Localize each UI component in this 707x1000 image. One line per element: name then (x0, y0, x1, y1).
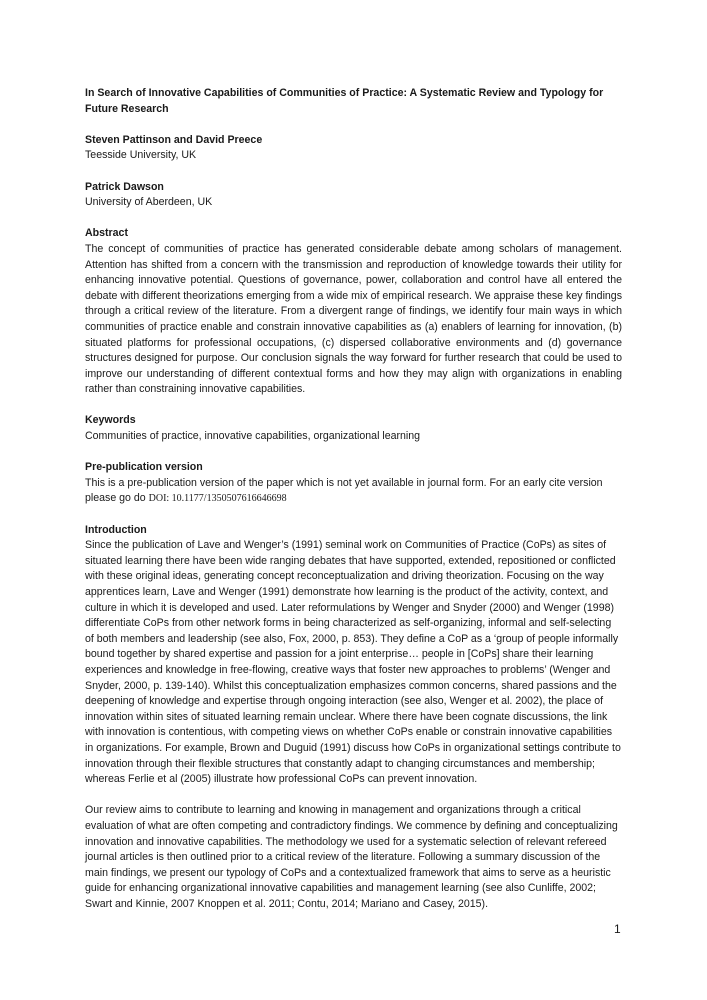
author-names-2: Patrick Dawson (85, 180, 164, 193)
spacer (85, 788, 622, 804)
prepublication-heading: Pre-publication version (85, 461, 203, 474)
introduction-paragraph-1: Since the publication of Lave and Wenger’s (1991) seminal work on Communities of Practice (CoPs) as sites of situated learning there have been wide ranging debates that have supported, extended, repositioned or conflicted with these original ideas, generating concept reconceptualization and driving theorization. Focusing on the way apprentices learn, Lave and Wenger (1991) demonstrate how learning is the product of the activity, context, and culture in which it is developed and used. Later reformulations by Wenger and Snyder (2000) and Wenger (1998) differentiate CoPs from other network forms in being characterized as self-organizing, informal and self-selecting of both members and leadership (see also, Fox, 2000, p. 853). They define a CoP as a ‘group of people informally bound together by shared expertise and passion for a joint enterprise… people in [CoPs] share their learning experiences and knowledge in free-flowing, creative ways that foster new approaches to problems’ (Wenger and Snyder, 2000, p. 139-140). Whilst this conceptualization emphasizes common concerns, shared passions and the deepening of knowledge and expertise through ongoing interaction (see also, Wenger et al. 2002), the place of innovation within sites of situated learning remain unclear. Where there have been cognate discussions, the link with innovation is contentious, with competing views on whether CoPs enable or constrain innovative capabilities in organizations. For example, Brown and Duguid (1991) discuss how CoPs in organizational settings contribute to innovation through their flexible structures that constantly adapt to changing circumstances and membership; whereas Ferlie et al (2005) illustrate how professional CoPs can prevent innovation. (85, 539, 621, 786)
introduction-paragraph-2: Our review aims to contribute to learning and knowing in management and organizations through a critical evaluation of what are often competing and contradictory findings. We commence by defining and conceptualizing innovation and innovative capabilities. The methodology we used for a systematic selection of relevant refereed journal articles is then outlined prior to a critical review of the literature. Following a summary discussion of the main findings, we present our typology of CoPs and a contextualized framework that aims to serve as a heuristic guide for enhancing organizational innovative capabilities and management learning (see also Cunliffe, 2002; Swart and Kinnie, 2007 Knoppen et al. 2011; Contu, 2014; Mariano and Casey, 2015). (85, 804, 618, 910)
affiliation-1: Teesside University, UK (85, 149, 197, 162)
doi-link[interactable]: DOI: 10.1177/1350507616646698 (148, 493, 287, 505)
spacer (85, 117, 622, 133)
keywords-heading: Keywords (85, 414, 136, 427)
page-number: 1 (614, 922, 621, 936)
paper-title: In Search of Innovative Capabilities of Communities of Practice: A Systematic Review and Typology for Future Research (85, 87, 604, 115)
affiliation-2: University of Aberdeen, UK (85, 196, 213, 209)
spacer (85, 164, 622, 180)
document-page (85, 86, 622, 912)
spacer (85, 211, 622, 227)
prepublication-text: This is a pre-publication version of the paper which is not yet available in journal form. For an early cite version please go do (85, 476, 603, 505)
spacer (85, 507, 622, 523)
author-names-1: Steven Pattinson and David Preece (85, 133, 263, 146)
spacer (85, 398, 622, 414)
introduction-heading: Introduction (85, 523, 147, 536)
abstract-heading: Abstract (85, 227, 128, 240)
keywords-text: Communities of practice, innovative capabilities, organizational learning (85, 430, 421, 443)
prepublication-note (85, 476, 622, 507)
abstract-text: The concept of communities of practice has generated considerable debate among scholars of management. Attention has shifted from a concern with the transmission and reproduction of knowledge towards their utility for enhancing innovative potential. Questions of governance, power, collaboration and control have all entered the debate with different theorizations emerging from a wide mix of empirical research. We appraise these key findings through a critical review of the literature. From a divergent range of findings, we identify four main ways in which communities of practice enable and constrain innovative capabilities as (a) enablers of learning for innovation, (b) situated platforms for professional occupations, (c) dispersed collaborative environments and (d) governance structures designed for purpose. Our conclusion signals the way forward for further research that could be used to improve our understanding of different contextual forms and how they may align with organizations in enabling rather than constraining innovative capabilities. (85, 242, 622, 396)
spacer (85, 445, 622, 461)
